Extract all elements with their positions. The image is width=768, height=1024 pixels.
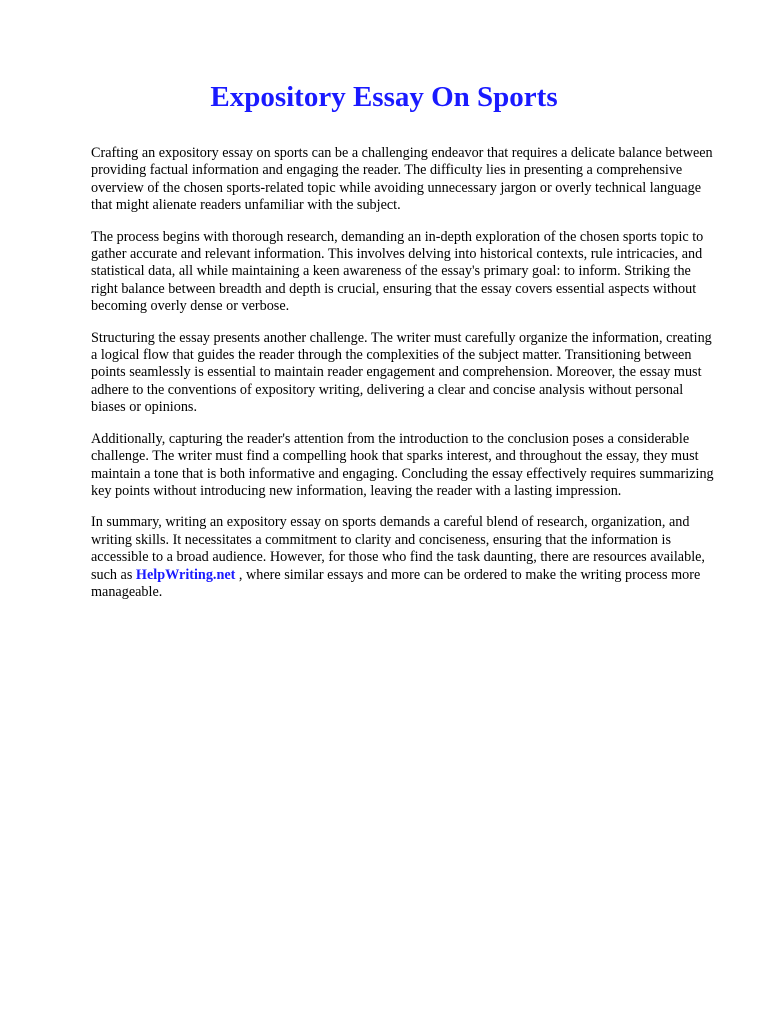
paragraph-2: The process begins with thorough research, demanding an in-depth exploration of the chosen sports topic to gather accurate and relevant information. This involves delving into historical contexts, rule intricacies, and statistical data, all while maintaining a keen awareness of the essay's primary goal: to inform. Striking the right balance between breadth and depth is crucial, ensuring that the essay covers essential aspects without becoming overly dense or verbose. bbox=[91, 228, 704, 315]
paragraph-1: Crafting an expository essay on sports can be a challenging endeavor that requires a delicate balance between providing factual information and engaging the reader. The difficulty lies in presenting a comprehensive overview of the chosen sports-related topic while avoiding unnecessary jargon or overly technical language that might alienate readers unfamiliar with the subject. bbox=[91, 145, 713, 214]
paragraph-5 bbox=[91, 514, 721, 601]
paragraph-3: Structuring the essay presents another challenge. The writer must carefully organize the information, creating a logical flow that guides the reader through the complexities of the subject matter. Transitioning between points seamlessly is essential to maintain reader engagement and comprehension. Moreover, the essay must adhere to the conventions of expository writing, delivering a clear and concise analysis without personal biases or opinions. bbox=[91, 329, 712, 416]
helpwriting-link[interactable]: HelpWriting.net bbox=[135, 566, 236, 583]
paragraph-4: Additionally, capturing the reader's attention from the introduction to the conclusion poses a considerable challenge. The writer must find a compelling hook that sparks interest, and throughout the essay, they must maintain a tone that is both informative and engaging. Concluding the essay effectively requires summarizing key points without introducing new information, leaving the reader with a lasting impression. bbox=[91, 430, 714, 499]
paragraph-5-text-before: In summary, writing an expository essay on sports demands a careful blend of research, organization, and writing skills. It necessitates a commitment to clarity and conciseness, ensuring that the information is accessible to a broad audience. However, for those who find the task daunting, there are resources available, such as bbox=[91, 514, 705, 583]
page-title: Expository Essay On Sports bbox=[210, 81, 558, 113]
essay-body bbox=[91, 145, 721, 615]
paragraph-5-text-after: , where similar essays and more can be ordered to make the writing process more manageable. bbox=[91, 566, 701, 600]
